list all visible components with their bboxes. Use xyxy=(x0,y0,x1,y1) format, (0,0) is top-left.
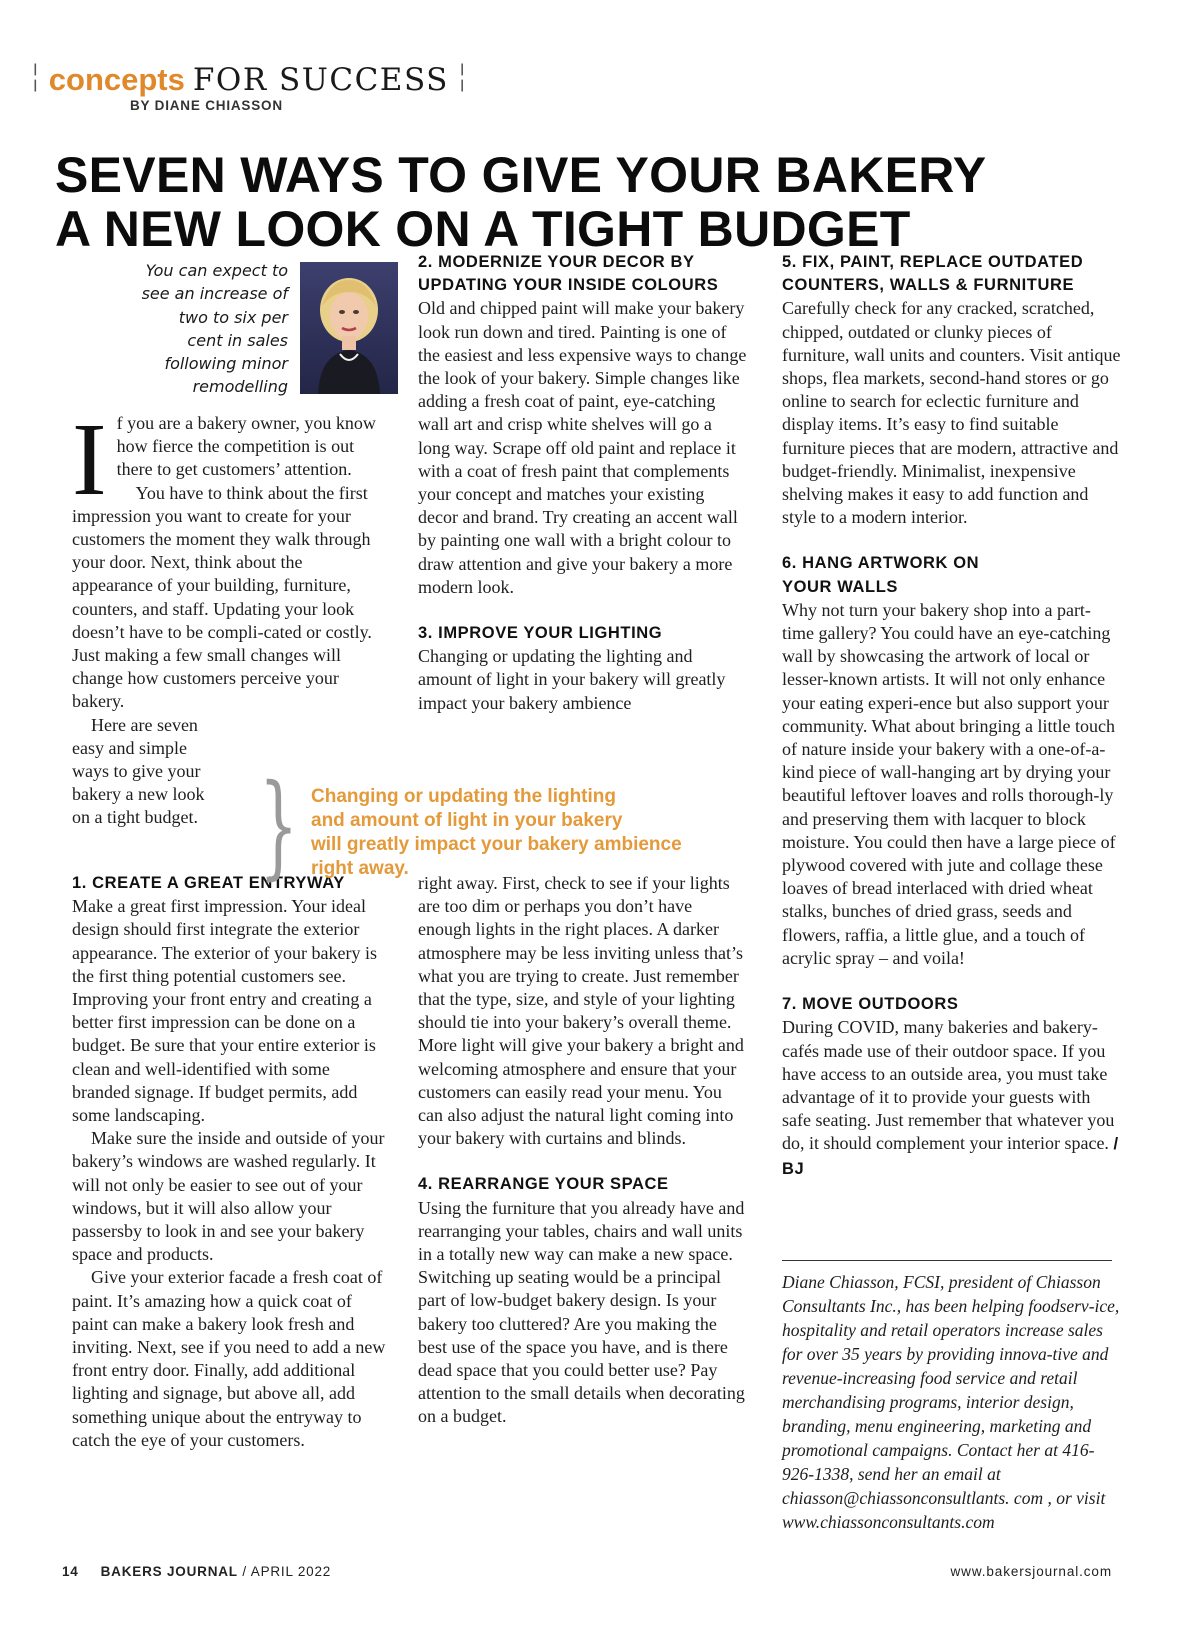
seven-ways-line: on a tight budget. xyxy=(72,807,198,828)
pull-quote-line: following minor xyxy=(164,354,288,374)
body-paragraph: You have to think about the first impression you want to create for your customers the moment they walk through your door. Next, think about the appearance of your building, furniture, counters, and staff. Updating your look doesn’t have to be compli-cated or costly. Just making a few small changes will change how customers perceive your bakery. xyxy=(72,482,372,712)
pull-quote-line: two to six per xyxy=(178,307,288,327)
byline: BY DIANE CHIASSON xyxy=(130,98,283,113)
section-heading-4: 4. REARRANGE YOUR SPACE xyxy=(418,1175,669,1194)
section-heading-6: 6. HANG ARTWORK ON YOUR WALLS xyxy=(782,554,980,596)
section-4-paragraph: Using the furniture that you already have and rearranging your tables, chairs and wall units in a totally new way can make a new space. Switching up seating would be a principal part of low-budget bakery design. Is your bakery too cluttered? Are you making the best use of the space you have, and is there dead space that you could better use? Pay attention to the small details when decorating on a budget. xyxy=(418,1197,745,1427)
intro-paragraph xyxy=(72,402,384,517)
author-portrait-illustration xyxy=(300,262,398,394)
callout-line: will greatly impact your bakery ambience xyxy=(311,834,682,855)
callout-brace-icon: } xyxy=(259,761,299,891)
section-1-paragraph-2: Make sure the inside and outside of your bakery’s windows are washed regularly. It will not only be easier to see out of your windows, but it will also allow your passersby to look in and see your bakery space and products. xyxy=(72,1128,385,1265)
author-bio: Diane Chiasson, FCSI, president of Chiasson Consultants Inc., has been helping foodserv-ice, hospitality and retail operators increase sales for over 35 years by providing innova-tive and revenue-increasing food service and retail merchandising programs, interior design, branding, menu engineering, marketing and promotional campaigns. Contact her at 416-926-1338, send her an email at chiasson@chiassonconsultlants. com , or visit www.chiassonconsultants.com xyxy=(782,1272,1120,1532)
issue-date: / APRIL 2022 xyxy=(242,1564,332,1579)
section-6-paragraph: Why not turn your bakery shop into a part-time gallery? You could have an eye-catching wall by showcasing the artwork of local or lesser-known artists. It will not only enhance your eating experi-ence but also support your community. What about bringing a little touch of nature inside your bakery with a one-of-a-kind piece of wall-hanging art by drying your beautiful leftover loaves and rolls thorough-ly and preserving them with lacquer to block moisture. You could then have a large piece of plywood covered with jute and collage these loaves of bread interlaced with dried wheat stalks, bunches of dried grass, seeds and flowers, raffia, a little glue, and a touch of acrylic spray – and voila! xyxy=(782,599,1116,968)
end-sign: / BJ xyxy=(782,1135,1119,1178)
callout-line: Changing or updating the lighting xyxy=(311,786,617,807)
section-word-concepts: concepts xyxy=(48,62,185,97)
section-3-paragraph-cont: right away. First, check to see if your lights are too dim or perhaps you don’t have enough lights in the right places. A darker atmosphere may be less inviting unless that’s what you are trying to create. Just remember that the type, size, and style of your lighting should tie into your bakery’s overall theme. More light will give your bakery a bright and welcoming atmosphere and ensure that your customers can easily read your menu. You can also adjust the natural light coming into your bakery with curtains and blinds. xyxy=(418,873,744,1149)
section-heading-2: 2. MODERNIZE YOUR DECOR BY UPDATING YOUR INSIDE COLOURS xyxy=(418,253,719,295)
section-heading-3: 3. IMPROVE YOUR LIGHTING xyxy=(418,624,663,643)
column-2-lower xyxy=(418,872,748,1429)
header-divider-right: ¦ xyxy=(456,56,468,94)
headline-line-2: A NEW LOOK ON A TIGHT BUDGET xyxy=(55,201,911,257)
header-divider-left: ¦ xyxy=(30,56,41,94)
pull-quote-line: cent in sales xyxy=(187,330,288,350)
page-number: 14 xyxy=(62,1564,79,1579)
column-1-lower xyxy=(72,872,390,1452)
website-url: www.bakersjournal.com xyxy=(950,1564,1112,1579)
pull-quote-line: You can expect to xyxy=(145,261,288,280)
author-photo xyxy=(300,262,398,394)
section-1-paragraph-3: Give your exterior facade a fresh coat of paint. It’s amazing how a quick coat of paint can make a bakery look fresh and inviting. Next, see if you need to add a new front entry door. Finally, add additional lighting and signage, but above all, add something unique about the entryway to catch the eye of your customers. xyxy=(72,1267,386,1450)
section-heading-5: 5. FIX, PAINT, REPLACE OUTDATED COUNTERS, WALLS & FURNITURE xyxy=(782,253,1084,295)
section-heading-7: 7. MOVE OUTDOORS xyxy=(782,995,959,1014)
seven-ways-line: easy and simple xyxy=(72,737,187,758)
column-3 xyxy=(782,251,1122,1181)
column-1 xyxy=(72,402,384,830)
section-7-paragraph xyxy=(782,1016,1122,1180)
section-1-paragraph-1: Make a great first impression. Your ideal design should first integrate the exterior appearance. The exterior of your bakery is the first thing potential customers see. Improving your front entry and creating a better first impression can be done on a budget. Be sure that your entire exterior is clean and well-identified with some branded signage. If budget permits, add some landscaping. xyxy=(72,896,378,1126)
magazine-name: BAKERS JOURNAL xyxy=(100,1564,238,1579)
callout-line: right away. xyxy=(311,858,409,879)
section-word-for-success: FOR SUCCESS xyxy=(192,62,449,98)
section-7-text: During COVID, many bakeries and bakery-cafés made use of their outdoor space. If you have access to an outside area, you must take advantage of it to provide your guests with safe seating. Just remember that whatever you do, it should complement your interior space. xyxy=(782,1017,1115,1154)
callout-quote xyxy=(311,785,751,881)
pull-quote xyxy=(100,259,288,399)
bio-divider xyxy=(782,1260,1112,1261)
headline-line-1: SEVEN WAYS TO GIVE YOUR BAKERY xyxy=(55,147,987,203)
pull-quote-line: remodelling xyxy=(192,377,288,397)
seven-ways-line: Here are seven xyxy=(91,714,198,735)
drop-cap: I xyxy=(72,402,107,517)
page-footer xyxy=(62,1564,1112,1579)
section-3-paragraph-start: Changing or updating the lighting and amount of light in your bakery will greatly impact your bakery ambience xyxy=(418,646,726,713)
callout-line: and amount of light in your bakery xyxy=(311,810,623,831)
section-heading-1: 1. CREATE A GREAT ENTRYWAY xyxy=(72,874,345,892)
intro-text: f you are a bakery owner, you know how fierce the competition is out there to get customers’ attention. xyxy=(116,413,376,480)
section-5-paragraph: Carefully check for any cracked, scratched, chipped, outdated or clunky pieces of furniture, wall units and counters. Visit antique shops, flea markets, second-hand stores or go online to search for eclectic furniture and display items. It’s easy to find suitable furniture pieces that are modern, attractive and budget-friendly. Minimalist, inexpensive shelving makes it easy to add function and style to a modern interior. xyxy=(782,298,1121,528)
section-2-paragraph: Old and chipped paint will make your bakery look run down and tired. Painting is one of the easiest and less expensive ways to change the look of your bakery. Simple changes like adding a fresh coat of paint, eye-catching wall art and crisp white shelves will go a long way. Scrape off old paint and replace it with a coat of fresh paint that complements your concept and matches your existing decor and brand. Try creating an accent wall by painting one wall with a bright colour to draw attention and give your bakery a more modern look. xyxy=(418,298,747,597)
section-header xyxy=(30,56,468,98)
seven-ways-line: bakery a new look xyxy=(72,784,205,805)
column-2 xyxy=(418,251,748,715)
pull-quote-line: see an increase of xyxy=(141,284,288,304)
seven-ways-line: ways to give your xyxy=(72,761,201,782)
article-headline xyxy=(55,148,1165,256)
